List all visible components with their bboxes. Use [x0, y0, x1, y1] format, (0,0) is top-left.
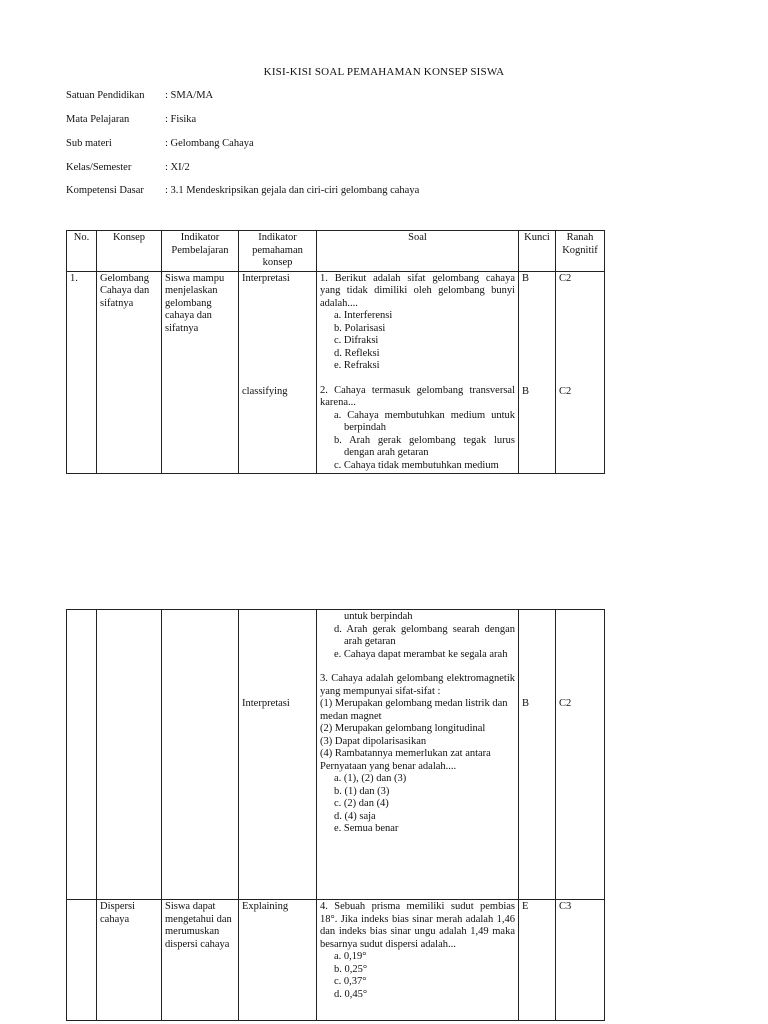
- cell-kunci: E: [519, 900, 556, 1021]
- cell-no: [67, 900, 97, 1021]
- cell-konsep: Dispersi cahaya: [97, 900, 162, 1021]
- q1-key: B: [522, 272, 530, 284]
- header-ranah: Ranah Kognitif: [556, 231, 605, 272]
- q4-option-d: d. 0,45°: [334, 988, 368, 1000]
- cell-no: 1.: [67, 271, 97, 474]
- q2-option-c-cont: untuk berpindah: [344, 611, 413, 622]
- cell-kunci: [519, 610, 556, 900]
- q3-statement-1: (1) Merupakan gelombang medan listrik dan medan magnet: [320, 698, 508, 722]
- table-row: [67, 610, 605, 900]
- cell-no: [67, 610, 97, 900]
- q1-option-c: c. Difraksi: [334, 335, 379, 346]
- q3-statement-2: (2) Merupakan gelombang longitudinal: [320, 723, 486, 734]
- meta-label: Kelas/Semester: [66, 162, 132, 173]
- cell-konsep: Gelombang Cahaya dan sifatnya: [97, 271, 162, 474]
- cell-ranah: [556, 271, 605, 474]
- cell-indikator: [162, 610, 239, 900]
- meta-value: : Fisika: [165, 114, 197, 125]
- q2-option-e: e. Cahaya dapat merambat ke segala arah: [334, 648, 508, 660]
- table-header-row: [67, 231, 605, 272]
- meta-value: : SMA/MA: [165, 90, 214, 101]
- q2-level: C2: [559, 386, 572, 397]
- q1-option-d: d. Refleksi: [334, 347, 380, 359]
- q3-option-a: a. (1), (2) dan (3): [334, 773, 407, 784]
- header-konsep: Konsep: [97, 231, 162, 272]
- header-indikator-pembelajaran: Indikator Pembelajaran: [162, 231, 239, 272]
- kisi-table-page-1: [66, 230, 605, 474]
- q2-stem: 2. Cahaya termasuk gelombang transversal karena...: [320, 384, 515, 408]
- q3-key: B: [522, 698, 530, 709]
- q2-option-a: a. Cahaya membutuhkan medium untuk berpindah: [334, 409, 515, 433]
- q2-indicator: classifying: [242, 386, 288, 397]
- q2-key: B: [522, 386, 530, 397]
- cell-indikator: Siswa mampu menjelaskan gelombang cahaya dan sifatnya: [162, 271, 239, 474]
- cell-soal: [317, 610, 519, 900]
- document-title: KISI-KISI SOAL PEMAHAMAN KONSEP SISWA: [263, 66, 505, 78]
- q2-option-d: d. Arah gerak gelombang searah dengan arah getaran: [334, 623, 515, 647]
- meta-label: Sub materi: [66, 138, 112, 149]
- q2-option-c: c. Cahaya tidak membutuhkan medium: [334, 459, 499, 471]
- cell-indikator-pemahaman: [239, 610, 317, 900]
- q3-option-d: d. (4) saja: [334, 810, 376, 822]
- table-row: [67, 900, 605, 1021]
- q3-level: C2: [559, 698, 572, 709]
- q1-option-a: a. Interferensi: [334, 310, 393, 321]
- header-indikator-pemahaman: Indikator pemahaman konsep: [239, 231, 317, 272]
- q3-statement-3: (3) Dapat dipolarisasikan: [320, 735, 427, 747]
- cell-indikator-pemahaman: [239, 271, 317, 474]
- q2-option-b: b. Arah gerak gelombang tegak lurus dengan arah getaran: [334, 434, 515, 458]
- cell-indikator-pemahaman: Explaining: [239, 900, 317, 1021]
- header-soal: Soal: [317, 231, 519, 272]
- meta-value: : Gelombang Cahaya: [165, 138, 254, 149]
- q3-option-e: e. Semua benar: [334, 823, 399, 834]
- q3-stem: 3. Cahaya adalah gelombang elektromagnetik yang mempunyai sifat-sifat :: [320, 673, 515, 697]
- cell-ranah: C3: [556, 900, 605, 1021]
- q3-option-b: b. (1) dan (3): [334, 785, 390, 797]
- cell-ranah: [556, 610, 605, 900]
- cell-soal: [317, 900, 519, 1021]
- q4-option-a: a. 0,19°: [334, 951, 367, 962]
- q1-stem: 1. Berikut adalah sifat gelombang cahaya yang tidak dimiliki oleh gelombang bunyi adalah....: [320, 272, 515, 309]
- q1-level: C2: [559, 272, 572, 284]
- q4-option-c: c. 0,37°: [334, 976, 367, 987]
- cell-indikator: Siswa dapat mengetahui dan merumuskan dispersi cahaya: [162, 900, 239, 1021]
- q3-option-c: c. (2) dan (4): [334, 798, 389, 809]
- q3-statement-4: (4) Rambatannya memerlukan zat antara: [320, 748, 491, 759]
- q1-option-e: e. Refraksi: [334, 360, 380, 371]
- q1-option-b: b. Polarisasi: [334, 322, 386, 334]
- cell-konsep: [97, 610, 162, 900]
- meta-label: Mata Pelajaran: [66, 114, 130, 125]
- meta-value: : 3.1 Mendeskripsikan gejala dan ciri-ciri gelombang cahaya: [165, 185, 420, 196]
- cell-kunci: [519, 271, 556, 474]
- kisi-table-page-2: [66, 609, 605, 1021]
- q4-option-b: b. 0,25°: [334, 963, 368, 975]
- q3-indicator: Interpretasi: [242, 698, 290, 709]
- q3-question: Pernyataan yang benar adalah....: [320, 760, 457, 772]
- header-no: No.: [67, 231, 97, 272]
- meta-value: : XI/2: [165, 162, 190, 173]
- meta-label: Kompetensi Dasar: [66, 185, 144, 196]
- header-kunci: Kunci: [519, 231, 556, 272]
- meta-label: Satuan Pendidikan: [66, 90, 145, 101]
- cell-soal: [317, 271, 519, 474]
- table-row: [67, 271, 605, 474]
- q1-indicator: Interpretasi: [242, 272, 290, 284]
- q4-stem: 4. Sebuah prisma memiliki sudut pembias 18°. Jika indeks bias sinar merah adalah 1,46 dan indeks bias sinar ungu adalah 1,49 maka besarnya sudut dispersi adalah...: [320, 901, 515, 950]
